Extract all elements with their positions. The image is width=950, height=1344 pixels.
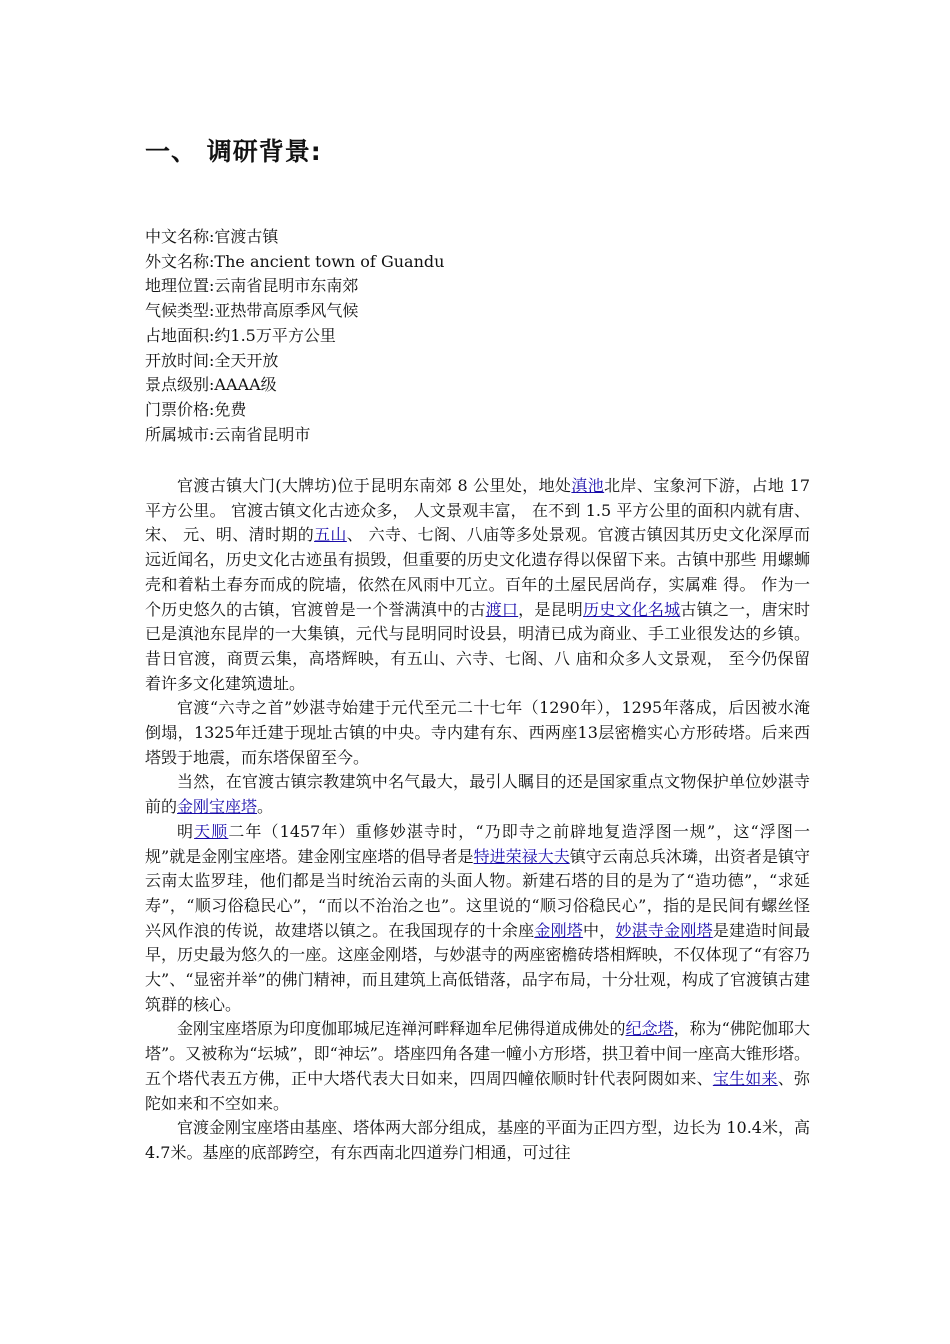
hyperlink[interactable]: 妙湛寺金刚塔 bbox=[615, 920, 713, 940]
hyperlink[interactable]: 滇池 bbox=[571, 476, 605, 495]
paragraph-text: 。 bbox=[257, 797, 274, 817]
info-label: 所属城市: bbox=[145, 424, 215, 444]
info-row bbox=[145, 373, 810, 398]
paragraph-text: 、 六寺、七阁、八庙等多处景观。官渡古镇因其历史文化深厚而 远近闻名，历史文化古迹虽有损毁，但重要的历史文化遗存得以保留下来。古镇中那些 用螺蛳壳和着粘土春夯而成的院墙，依然在风雨中兀立。百年的土屋民居尚存，实属难 得。 作为一个历史悠久的古镇，官渡曾是一个誉满滇中的古 bbox=[145, 525, 810, 619]
paragraph-text: 二年（1457年）重修妙湛寺时，“乃即寺之前辟地复造浮图一规”，这“浮图一规”就是金刚宝座塔。建金刚宝座塔的倡导者是 bbox=[145, 821, 810, 866]
paragraph bbox=[145, 1017, 810, 1116]
info-label: 中文名称: bbox=[145, 227, 215, 246]
hyperlink[interactable]: 宝生如来 bbox=[712, 1068, 778, 1088]
info-list bbox=[145, 225, 810, 447]
info-value: AAAA级 bbox=[214, 375, 277, 395]
hyperlink[interactable]: 天顺 bbox=[194, 821, 229, 841]
hyperlink[interactable]: 金刚塔 bbox=[534, 920, 584, 940]
paragraph-text: 当然，在官渡古镇宗教建筑中名气最大，最引人瞩目的还是国家重点文物保护单位妙湛寺前的 bbox=[145, 772, 810, 817]
info-value: 全天开放 bbox=[214, 350, 279, 370]
info-label: 气候类型: bbox=[145, 301, 215, 321]
paragraph-text: ，称为“佛陀伽耶大塔”。又被称为“坛城”，即“神坛”。塔座四角各建一幢小方形塔，拱卫着中间一座高大锥形塔。五个塔代表五方佛，正中大塔代表大日如来，四周四幢依顺时针代表阿閦如来、 bbox=[145, 1019, 810, 1088]
paragraph-text: 金刚宝座塔原为印度伽耶城尼连禅河畔释迦牟尼佛得道成佛处的 bbox=[177, 1019, 626, 1039]
hyperlink[interactable]: 纪念塔 bbox=[625, 1019, 674, 1039]
info-label: 开放时间: bbox=[145, 350, 215, 370]
info-row bbox=[145, 274, 810, 299]
paragraph-text: 古镇之一，唐宋时已是滇池东昆岸的一大集镇，元代与昆明同时设县，明清已成为商业、手工业很发达的乡镇。昔日官渡，商贾云集，高塔辉映，有五山、六寺、七阁、八 庙和众多人文景观， 至今仍保留着许多文化建筑遗址。 bbox=[145, 599, 810, 693]
paragraph-text: 明 bbox=[177, 821, 195, 841]
info-value: 云南省昆明市东南郊 bbox=[214, 276, 359, 296]
info-value: 免费 bbox=[214, 399, 247, 419]
paragraph-text: ，是昆明 bbox=[518, 599, 584, 619]
paragraph bbox=[145, 474, 810, 696]
paragraph bbox=[145, 820, 810, 1018]
info-row bbox=[145, 349, 810, 374]
info-row bbox=[145, 225, 810, 250]
info-row bbox=[145, 299, 810, 324]
info-row bbox=[145, 250, 810, 275]
paragraph-text: 官渡金刚宝座塔由基座、塔体两大部分组成，基座的平面为正四方型，边长为 10.4米，高4.7米。基座的底部跨空，有东西南北四道券门相通，可过往 bbox=[145, 1118, 810, 1162]
info-label: 景点级别: bbox=[145, 375, 215, 395]
paragraph bbox=[145, 1116, 810, 1165]
section-heading: 一、 调研背景: bbox=[145, 137, 322, 166]
body-text bbox=[145, 474, 810, 1166]
paragraph bbox=[145, 770, 810, 819]
info-value: The ancient town of Guandu bbox=[214, 251, 445, 271]
paragraph-text: 官渡“六寺之首”妙湛寺始建于元代至元二十七年（1290年），1295年落成，后因被水淹倒塌，1325年迁建于现址古镇的中央。寺内建有东、西两座13层密檐实心方形砖塔。后来西塔毁于地震，而东塔保留至今。 bbox=[145, 698, 810, 767]
info-value: 约1.5万平方公里 bbox=[214, 325, 336, 345]
paragraph-text: 北岸、宝象河下游，占地 17 平方公里。 官渡古镇文化古迹众多， 人文景观丰富， 在不到 1.5 平方公里的面积内就有唐、 宋、 元、明、清时期的 bbox=[145, 476, 810, 545]
info-row bbox=[145, 398, 810, 423]
hyperlink[interactable]: 渡口 bbox=[485, 599, 519, 619]
paragraph-text: 官渡古镇大门(大牌坊)位于昆明东南郊 8 公里处，地处 bbox=[177, 476, 572, 495]
paragraph-text: 镇守云南总兵沐璘，出资者是镇守云南太监罗珪，他们都是当时统治云南的头面人物。新建石塔的目的是为了“造功德”，“求延寿”，“顺习俗稳民心”，“而以不治治之也”。这里说的“顺习俗稳民心”，指的是民间有螺丝怪兴风作浪的传说，故建塔以镇之。在我国现存的十余座 bbox=[145, 846, 810, 940]
paragraph-text: 中， bbox=[583, 920, 616, 940]
paragraph bbox=[145, 696, 810, 770]
info-label: 门票价格: bbox=[145, 399, 215, 419]
paragraph-text: 是建造时间最早，历史最为悠久的一座。这座金刚塔，与妙湛寺的两座密檐砖塔相辉映，不仅体现了“有容乃大”、“显密并举”的佛门精神，而且建筑上高低错落，品字布局，十分壮观，构成了官渡镇古建筑群的核心。 bbox=[145, 920, 810, 1014]
info-row bbox=[145, 324, 810, 349]
info-label: 占地面积: bbox=[145, 325, 215, 345]
hyperlink[interactable]: 历史文化名城 bbox=[583, 599, 681, 619]
info-row bbox=[145, 423, 810, 448]
info-value: 亚热带高原季风气候 bbox=[214, 301, 359, 321]
info-value: 云南省昆明市 bbox=[214, 424, 311, 444]
paragraph-text: 、弥陀如来和不空如来。 bbox=[145, 1068, 810, 1113]
hyperlink[interactable]: 五山 bbox=[314, 525, 347, 545]
hyperlink[interactable]: 特进荣禄大夫 bbox=[473, 846, 570, 866]
info-value: 官渡古镇 bbox=[214, 227, 279, 246]
info-label: 外文名称: bbox=[145, 251, 215, 271]
info-label: 地理位置: bbox=[145, 276, 215, 296]
hyperlink[interactable]: 金刚宝座塔 bbox=[177, 797, 258, 817]
